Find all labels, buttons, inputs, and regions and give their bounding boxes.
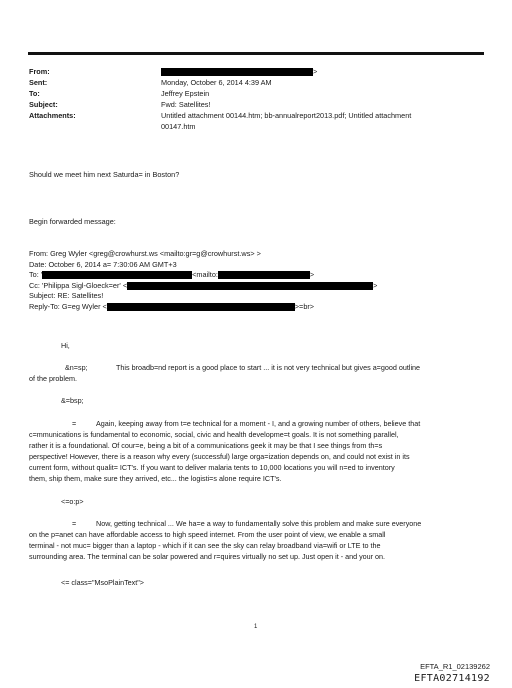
subject-value: Fwd: Satellites! [161,100,211,109]
p2-text-1: Again, keeping away from t=e technical for a moment - I, and a growing number of others, believe that [96,419,421,428]
redaction-to-email [218,271,310,279]
p3-text-1: Now, getting technical ... We ha=e a way to fundamentally solve this problem and make sure everyone [96,519,422,528]
bates-stamp-large: EFTA02714192 [414,673,490,684]
to-row [29,88,489,99]
header-rule [28,52,484,55]
fwd-cc-prefix: Cc: 'Philippa Sigl-Gloeck=er' < [29,280,128,290]
begin-forwarded: Begin forwarded message: [29,217,116,226]
attachments-line-2: 00147.htm [161,122,196,131]
attachments-line-1: Untitled attachment 00144.htm; bb-annualreport2013.pdf; Untitled attachment [161,111,412,120]
subject-row [29,99,489,110]
paragraph-1 [29,362,485,384]
p3-line-2: on the p=anet can have affordable access to high speed internet. From the user point of view, we enable a small [29,530,386,539]
from-row [29,66,489,77]
sent-value: Monday, October 6, 2014 4:39 AM [161,78,272,87]
paragraph-2 [29,418,485,484]
redaction-reply-to [107,303,295,311]
forwarded-header [29,249,377,312]
redaction-to-name [42,271,192,279]
p2-lead: = [72,419,77,428]
p1-line-2: of the problem. [29,374,77,383]
fwd-to-prefix: To: ' [29,270,43,279]
subject-label: Subject: [29,100,58,109]
fwd-to-suffix: > [309,270,315,279]
p3-lead: = [72,519,77,528]
to-label: To: [29,89,40,98]
fwd-reply-suffix: >=br> [294,301,315,311]
sent-row [29,77,489,88]
fwd-to-mailto: <mailto: [192,270,218,279]
fwd-from: From: Greg Wyler <greg@crowhurst.ws <mailto:gr=g@crowhurst.ws> > [29,249,261,258]
page-number: 1 [254,624,258,630]
email-header [29,66,489,132]
attachments-value [161,110,489,132]
bsp-line: &=bsp; [61,396,84,405]
p2-line-1 [29,418,485,429]
from-value [161,66,489,77]
to-value: Jeffrey Epstein [161,89,210,98]
p1-line-1 [29,362,485,373]
fwd-reply-to [29,302,377,313]
fwd-subject: Subject: RE: Satellites! [29,291,104,300]
p2-line-3: rather it is a foundational. Of cour=e, being a bit of a communications geek it may be that I see things from th=s [29,441,383,450]
class-line: <= class="MsoPlainText"> [61,578,145,587]
fwd-to [29,270,377,281]
redaction-from [161,68,313,76]
from-label: From: [29,67,50,76]
p2-line-5: current form, without qualit= ICT's. If you want to deliver malaria tents to 10,000 locations you will n=ed to inventory [29,463,395,472]
greeting: Hi, [61,341,70,350]
p3-line-4: surrounding area. The terminal can be solar powered and r=quires virtually no set up. Just open it - and your on. [29,552,386,561]
p2-line-6: them, ship them, make sure they arrived, etc... the logisti=s alone require ICT's. [29,474,282,483]
bates-stamp-small: EFTA_R1_02139262 [420,662,490,671]
op-line: <=o:p> [61,497,84,506]
p3-line-1 [29,518,485,529]
sent-label: Sent: [29,78,48,87]
fwd-cc [29,281,377,292]
question-line: Should we meet him next Saturda= in Boston? [29,170,180,179]
p1-lead: &n=sp; [65,363,88,372]
fwd-date: Date: October 6, 2014 a= 7:30:06 AM GMT+3 [29,259,177,269]
p3-line-3: terminal - not muc= bigger than a laptop - which if it can see the sky can relay broadband via=wifi or LTE to the [29,541,381,550]
attachments-row [29,110,489,132]
fwd-cc-suffix: > [373,280,378,290]
from-suffix: > [313,67,318,76]
p2-line-4: perspective! However, there is a reason why every (successful) large orga=ization depends on, and could not exist in its [29,452,410,461]
attachments-label: Attachments: [29,111,76,120]
redaction-cc [127,282,373,290]
p1-text-1: This broadb=nd report is a good place to start ... it is not very technical but gives a=good outline [116,363,421,372]
fwd-reply-prefix: Reply-To: G=eg Wyler < [29,301,107,311]
paragraph-3 [29,518,485,562]
p2-line-2: c=mmunications is fundamental to economic, social, civic and health developme=t goals. It is not something parallel, [29,430,399,439]
